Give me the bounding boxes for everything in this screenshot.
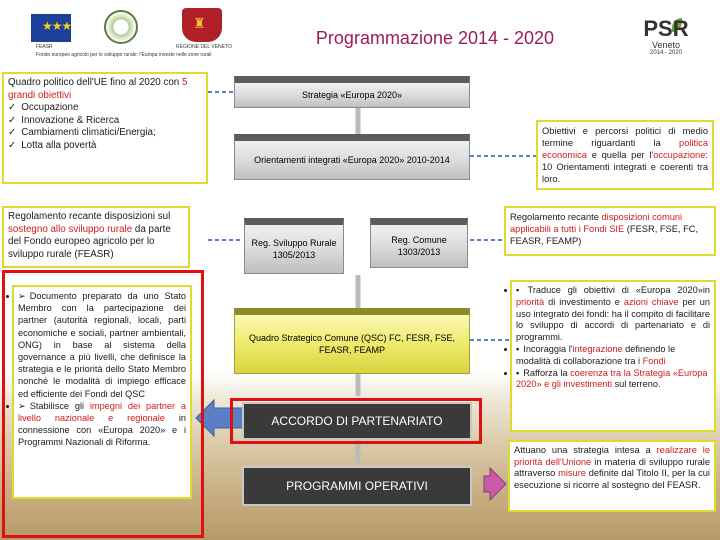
veneto-emblem-icon: ♜ — [182, 8, 222, 42]
strategy-box: Strategia «Europa 2020» — [234, 76, 470, 108]
policy-text: Obiettivi e percorsi politici di medio termine riguardanti la — [542, 126, 708, 148]
regulation-highlight: sostegno allo sviluppo rurale — [8, 223, 133, 235]
translates-highlight: azioni chiave — [623, 296, 679, 307]
partnership-box — [12, 285, 192, 499]
policy-box — [536, 120, 714, 190]
implementation-text-tail: definite dal Titolo II, per la cui esecuzione si ricorre al sostegno del FEASR. — [514, 468, 711, 490]
partnership-item — [18, 400, 186, 449]
translates-highlight: priorità — [516, 296, 545, 307]
objective-item: ✓ Occupazione — [8, 102, 202, 115]
translates-text: per un uso integrato dei fondi: ha il compito di facilitare lo sviluppo di accordi di partenariato e di programmi. — [516, 296, 710, 343]
translates-item — [516, 344, 710, 368]
programs-box: PROGRAMMI OPERATIVI — [242, 466, 472, 506]
objective-item: ✓ Cambiamenti climatici/Energia; — [8, 127, 202, 140]
translates-highlight: integrazione — [572, 343, 623, 354]
veneto-caption: REGIONE DEL VENETO — [176, 44, 232, 50]
eu-flag-icon: ★★★ — [31, 14, 71, 42]
translates-highlight: coerenza tra la Strategia «Europa 2020» e gli investimenti — [516, 367, 708, 390]
translates-list — [516, 285, 710, 391]
common-rules-text: Regolamento recante — [510, 212, 602, 222]
policy-highlight: politica economica — [542, 138, 708, 160]
page-title: Programmazione 2014 - 2020 — [315, 28, 555, 48]
partnership-item: ➢ • Documento preparato da uno Stato Membro con la partecipazione dei partner (autorità regionali, locali, parti economiche e sociali, partner ambientali, ONG) in base al sistema della governance a più livelli, che definisce la strategia e le priorità dello Stato Membro nonché le modalità di impiego efficace ed efficiente dei Fondi del QSC — [18, 290, 186, 400]
implementation-text-mid: in materia di sviluppo rurale attraverso — [514, 456, 710, 479]
implementation-box — [508, 440, 716, 512]
psr-region: Veneto — [651, 40, 681, 50]
policy-highlight-2: occupazione — [653, 150, 706, 160]
policy-text-mid: e quella per l' — [586, 150, 654, 160]
implementation-highlight: realizzare le priorità dell'Unione — [514, 445, 710, 467]
implementation-highlight-2: misure — [558, 468, 586, 479]
agreement-box: ACCORDO DI PARTENARIATO — [242, 402, 472, 440]
policy-text-tail: : 10 Orientamenti integrati e coerenti tra loro. — [542, 150, 708, 184]
regulation-text: Regolamento recante disposizioni sul — [8, 211, 171, 222]
translates-text: definendo le modalità di collaborazione tra i — [516, 343, 676, 366]
psr-years: 2014 - 2020 — [649, 50, 683, 56]
translates-box — [510, 280, 716, 432]
objective-item: ✓ Lotta alla povertà — [8, 140, 202, 153]
psr-name: PSR — [643, 16, 689, 41]
objectives-list — [8, 102, 202, 152]
translates-text: sul terreno. — [612, 379, 661, 390]
common-rules-box — [504, 206, 716, 256]
partnership-highlight: impegni dei partner a livello nazionale e regionale — [18, 400, 187, 424]
translates-text: Incoraggia l' — [523, 343, 573, 354]
translates-text: di investimento e — [544, 296, 624, 307]
translates-text: Traduce gli obiettivi di «Europa 2020»in — [527, 285, 710, 295]
translates-item — [516, 368, 710, 392]
eu-caption: FEASR — [36, 44, 53, 50]
fund-caption: Fondo europeo agricolo per lo sviluppo rurale: l'Europa investe nelle zone rurali — [36, 52, 212, 58]
arrow-right-icon — [484, 468, 506, 500]
regulation-text-tail: da parte del Fondo europeo agricolo per lo sviluppo rurale (FEASR) — [8, 223, 171, 260]
common-rules-text-tail: (FESR, FSE, FC, FEASR, FEAMP) — [510, 224, 699, 246]
translates-highlight: Fondi — [642, 355, 666, 366]
qsc-box: Quadro Strategico Comune (QSC) FC, FESR, FSE, FEASR, FEAMP — [234, 308, 470, 374]
guidelines-box: Orientamenti integrati «Europa 2020» 2010-2014 — [234, 134, 470, 180]
objectives-box — [2, 72, 208, 184]
reg-common-box: Reg. Comune 1303/2013 — [370, 218, 468, 268]
common-rules-highlight: disposizioni comuni applicabili a tutti i Fondi SIE — [510, 212, 683, 234]
objectives-intro: Quadro politico dell'UE fino al 2020 con — [8, 77, 182, 88]
regulation-box — [2, 206, 190, 268]
objective-item: ✓ Innovazione & Ricerca — [8, 115, 202, 128]
partnership-list — [18, 290, 186, 449]
implementation-text: Attuano una strategia intesa a — [514, 445, 657, 455]
reg-rural-box: Reg. Sviluppo Rurale 1305/2013 — [244, 218, 344, 274]
partnership-text: Stabilisce gli — [29, 400, 90, 411]
partnership-text-tail: in connessione con «Europa 2020» e i Programmi Nazionali di Riforma. — [18, 413, 186, 448]
objectives-count: 5 grandi obiettivi — [8, 77, 188, 101]
translates-text: Rafforza la — [523, 367, 571, 378]
translates-item — [516, 285, 710, 344]
